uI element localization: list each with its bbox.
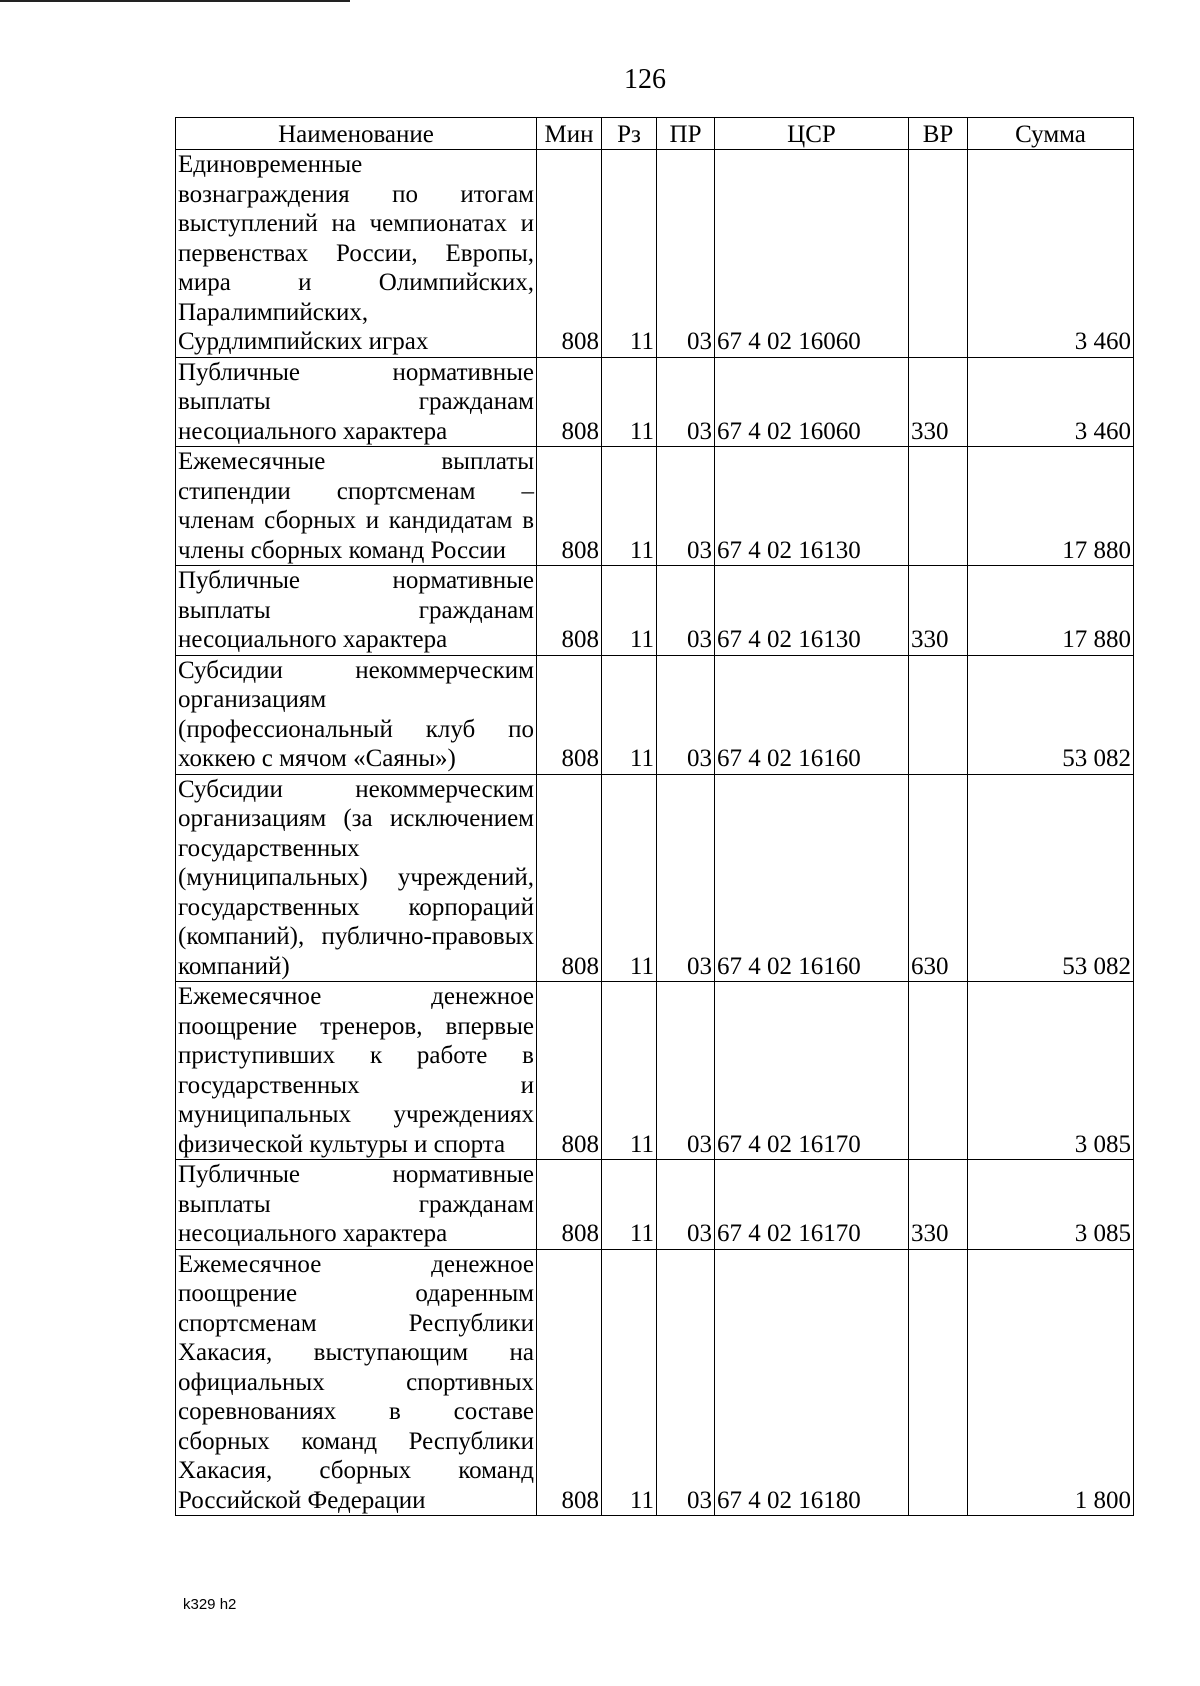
- row-min: 808: [537, 357, 602, 447]
- row-pr: 03: [657, 982, 715, 1160]
- row-name: Публичные нормативные выплаты гражданам несоциального характера: [176, 566, 537, 656]
- table-row: [176, 1249, 1134, 1516]
- row-vr: [909, 1249, 968, 1516]
- header-sum: Сумма: [968, 118, 1134, 150]
- footer-code: k329 h2: [183, 1596, 237, 1613]
- row-csr: 67 4 02 16170: [715, 982, 909, 1160]
- table-row: [176, 774, 1134, 982]
- row-sum: 3 460: [968, 150, 1134, 358]
- table-row: [176, 982, 1134, 1160]
- row-pr: 03: [657, 447, 715, 566]
- row-sum: 3 085: [968, 1160, 1134, 1250]
- table-row: [176, 655, 1134, 774]
- row-csr: 67 4 02 16180: [715, 1249, 909, 1516]
- row-csr: 67 4 02 16060: [715, 357, 909, 447]
- table-header-row: [176, 118, 1134, 150]
- top-rule: [0, 0, 350, 2]
- page-number: 126: [624, 64, 666, 95]
- row-min: 808: [537, 1249, 602, 1516]
- row-rz: 11: [602, 1160, 657, 1250]
- table-row: [176, 447, 1134, 566]
- row-csr: 67 4 02 16170: [715, 1160, 909, 1250]
- row-sum: 17 880: [968, 447, 1134, 566]
- row-vr: [909, 655, 968, 774]
- row-sum: 17 880: [968, 566, 1134, 656]
- row-vr: 630: [909, 774, 968, 982]
- header-csr: ЦСР: [715, 118, 909, 150]
- row-name: Публичные нормативные выплаты гражданам несоциального характера: [176, 1160, 537, 1250]
- table-row: [176, 1160, 1134, 1250]
- row-min: 808: [537, 447, 602, 566]
- row-pr: 03: [657, 357, 715, 447]
- row-min: 808: [537, 982, 602, 1160]
- row-vr: [909, 982, 968, 1160]
- row-sum: 53 082: [968, 655, 1134, 774]
- header-rz: Рз: [602, 118, 657, 150]
- row-sum: 53 082: [968, 774, 1134, 982]
- row-name: Единовременные вознаграждения по итогам выступлений на чемпионатах и первенствах России, Европы, мира и Олимпийских, Паралимпийских, Сурдлимпийских играх: [176, 150, 537, 358]
- row-name: Ежемесячные выплаты стипендии спортсменам – членам сборных и кандидатам в члены сборных команд России: [176, 447, 537, 566]
- row-rz: 11: [602, 150, 657, 358]
- row-sum: 1 800: [968, 1249, 1134, 1516]
- row-sum: 3 460: [968, 357, 1134, 447]
- row-pr: 03: [657, 150, 715, 358]
- row-name: Ежемесячное денежное поощрение одаренным спортсменам Республики Хакасия, выступающим на официальных спортивных соревнованиях в составе сборных команд Республики Хакасия, сборных команд Российской Федерации: [176, 1249, 537, 1516]
- row-vr: [909, 447, 968, 566]
- row-rz: 11: [602, 982, 657, 1160]
- row-rz: 11: [602, 655, 657, 774]
- row-vr: [909, 150, 968, 358]
- row-name: Ежемесячное денежное поощрение тренеров, впервые приступивших к работе в государственных и муниципальных учреждениях физической культуры и спорта: [176, 982, 537, 1160]
- row-pr: 03: [657, 655, 715, 774]
- row-rz: 11: [602, 1249, 657, 1516]
- header-min: Мин: [537, 118, 602, 150]
- header-pr: ПР: [657, 118, 715, 150]
- row-csr: 67 4 02 16130: [715, 566, 909, 656]
- row-min: 808: [537, 566, 602, 656]
- budget-table: [175, 117, 1134, 1516]
- row-min: 808: [537, 150, 602, 358]
- table-row: [176, 150, 1134, 358]
- row-rz: 11: [602, 357, 657, 447]
- row-name: Субсидии некоммерческим организациям (за исключением государственных (муниципальных) учреждений, государственных корпораций (компаний), публично-правовых компаний): [176, 774, 537, 982]
- row-name: Публичные нормативные выплаты гражданам несоциального характера: [176, 357, 537, 447]
- row-min: 808: [537, 774, 602, 982]
- table-row: [176, 357, 1134, 447]
- header-name: Наименование: [176, 118, 537, 150]
- row-sum: 3 085: [968, 982, 1134, 1160]
- header-vr: ВР: [909, 118, 968, 150]
- row-min: 808: [537, 1160, 602, 1250]
- row-min: 808: [537, 655, 602, 774]
- row-pr: 03: [657, 1249, 715, 1516]
- table-row: [176, 566, 1134, 656]
- row-pr: 03: [657, 566, 715, 656]
- row-pr: 03: [657, 774, 715, 982]
- row-csr: 67 4 02 16160: [715, 774, 909, 982]
- row-vr: 330: [909, 1160, 968, 1250]
- row-csr: 67 4 02 16060: [715, 150, 909, 358]
- row-rz: 11: [602, 566, 657, 656]
- row-name: Субсидии некоммерческим организациям (профессиональный клуб по хоккею с мячом «Саяны»): [176, 655, 537, 774]
- row-pr: 03: [657, 1160, 715, 1250]
- row-csr: 67 4 02 16160: [715, 655, 909, 774]
- row-rz: 11: [602, 447, 657, 566]
- row-rz: 11: [602, 774, 657, 982]
- row-vr: 330: [909, 357, 968, 447]
- row-vr: 330: [909, 566, 968, 656]
- row-csr: 67 4 02 16130: [715, 447, 909, 566]
